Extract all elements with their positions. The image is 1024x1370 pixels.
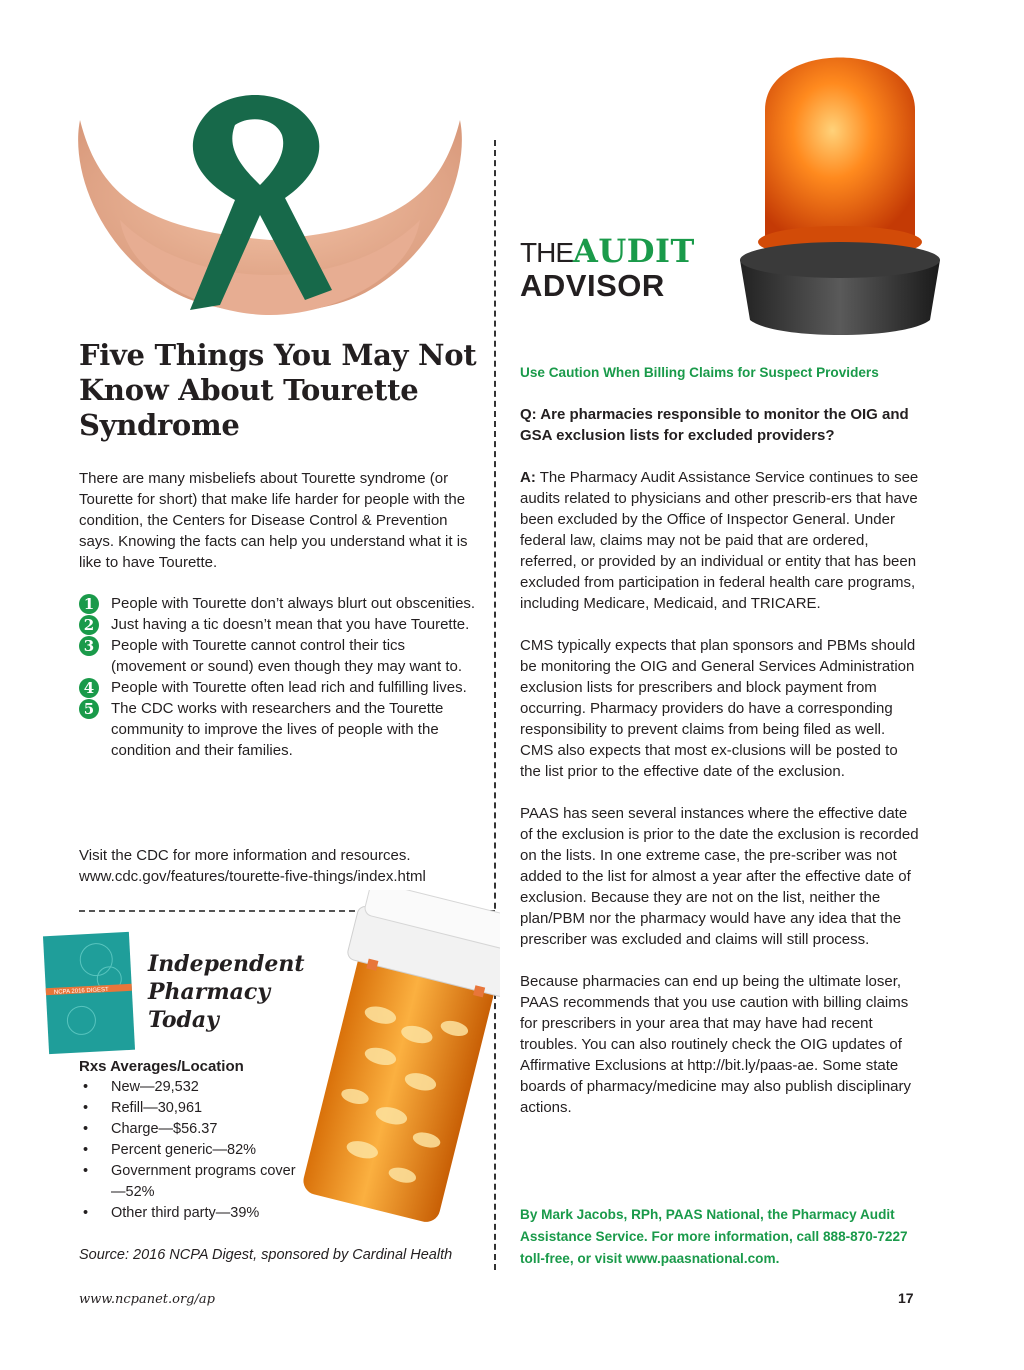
answer-paragraph — [520, 467, 920, 614]
list-item: • Other third party—39% — [79, 1203, 309, 1224]
list-item: • Charge—$56.37 — [79, 1119, 309, 1140]
article-subhead: Use Caution When Billing Claims for Suspect Providers — [520, 365, 879, 380]
ipt-title: Independent Pharmacy Today — [148, 951, 305, 1033]
list-item-text: The CDC works with researchers and the Tourette community to improve the lives of people with the condition and their families. — [111, 700, 444, 759]
digest-cover-image — [40, 930, 138, 1057]
cdc-link[interactable]: www.cdc.gov/features/tourette-five-things/index.html — [79, 868, 426, 885]
number-badge: 1 — [79, 594, 99, 614]
list-item-text: People with Tourette don’t always blurt out obscenities. — [111, 595, 476, 612]
list-item: • Percent generic—82% — [79, 1140, 309, 1161]
list-item — [79, 677, 479, 698]
answer-text: The Pharmacy Audit Assistance Service continues to see audits related to physicians and other prescrib-ers that have been excluded by the Office of Inspector General. Under federal law, claims may not be paid that are ordered, referred, or provided by an individual or entity that has been excluded from participation in federal health care programs, including Medicare, Medicaid, and TRICARE. — [520, 469, 919, 612]
list-item — [79, 698, 479, 761]
title-audit: AUDIT — [573, 232, 695, 270]
title-the: THE — [520, 237, 573, 268]
list-item — [79, 614, 479, 635]
answer-block — [520, 467, 920, 1139]
answer-label: A: — [520, 469, 536, 486]
title-advisor: ADVISOR — [520, 268, 665, 303]
article-title: Five Things You May Not Know About Tourette Syndrome — [79, 338, 477, 442]
byline: By Mark Jacobs, RPh, PAAS National, the Pharmacy Audit Assistance Service. For more information, call 888-870-7227 toll-free, or visit www.paasnational.com. — [520, 1207, 908, 1266]
list-item-text: People with Tourette cannot control their tics (movement or sound) even though they may want to. — [111, 637, 463, 675]
answer-paragraph: Because pharmacies can end up being the ultimate loser, PAAS recommends that you use caution with billing claims for prescribers in your area that may have had recent troubles. You can also routinely check the OIG updates of Affirmative Exclusions at http://bit.ly/paas-ae. Some state boards of pharmacy/medicine may also publish disciplinary actions. — [520, 973, 912, 1116]
pill-bottle-photo — [285, 890, 500, 1225]
rxs-heading: Rxs Averages/Location — [79, 1058, 244, 1075]
list-item-text: Just having a tic doesn’t mean that you have Tourette. — [111, 616, 470, 633]
intro-paragraph: There are many misbeliefs about Tourette syndrome (or Tourette for short) that make life harder for people with the condition, the Centers for Disease Control & Prevention says. Knowing the facts can help you understand what it is like to have Tourette. — [79, 470, 468, 571]
answer-paragraph: PAAS has seen several instances where the effective date of the exclusion is prior to the date the exclusion is recorded on the lists. In one extreme case, the pre-scriber was not added to the list for almost a year after the effective date of exclusion. Because they are not on the list, neither the plan/PBM nor the pharmacy would have any idea that the prescriber was excluded and claims will still process. — [520, 805, 919, 948]
number-badge: 4 — [79, 678, 99, 698]
list-item — [79, 593, 479, 614]
audit-advisor-title — [520, 232, 780, 302]
number-badge: 5 — [79, 699, 99, 719]
source-note: Source: 2016 NCPA Digest, sponsored by Cardinal Health — [79, 1247, 453, 1263]
number-badge: 3 — [79, 636, 99, 656]
page-number: 17 — [898, 1290, 914, 1306]
list-item: • Refill—30,961 — [79, 1098, 309, 1119]
footer-url[interactable]: www.ncpanet.org/ap — [79, 1292, 215, 1307]
list-item — [79, 635, 479, 677]
five-things-list — [79, 593, 479, 761]
hands-ribbon-photo — [60, 80, 480, 330]
question: Q: Are pharmacies responsible to monitor the OIG and GSA exclusion lists for excluded providers? — [520, 406, 909, 444]
visit-cdc — [79, 845, 499, 887]
list-item-text: People with Tourette often lead rich and fulfilling lives. — [111, 679, 467, 696]
digest-cover-text: NCPA 2016 DIGEST — [53, 986, 109, 996]
visit-text: Visit the CDC for more information and resources. — [79, 847, 411, 864]
rxs-averages-list — [79, 1077, 309, 1224]
number-badge: 2 — [79, 615, 99, 635]
list-item: • New—29,532 — [79, 1077, 309, 1098]
list-item: • Government programs cover—52% — [79, 1161, 309, 1203]
answer-paragraph: CMS typically expects that plan sponsors and PBMs should be monitoring the OIG and General Services Administration exclusion lists for prescribers and block payment from occurring. Pharmacy providers do have a corresponding responsibility to prevent claims from being filed as well. CMS also expects that most ex-clusions will be posted to the list prior to the effective date of the exclusion. — [520, 637, 916, 780]
